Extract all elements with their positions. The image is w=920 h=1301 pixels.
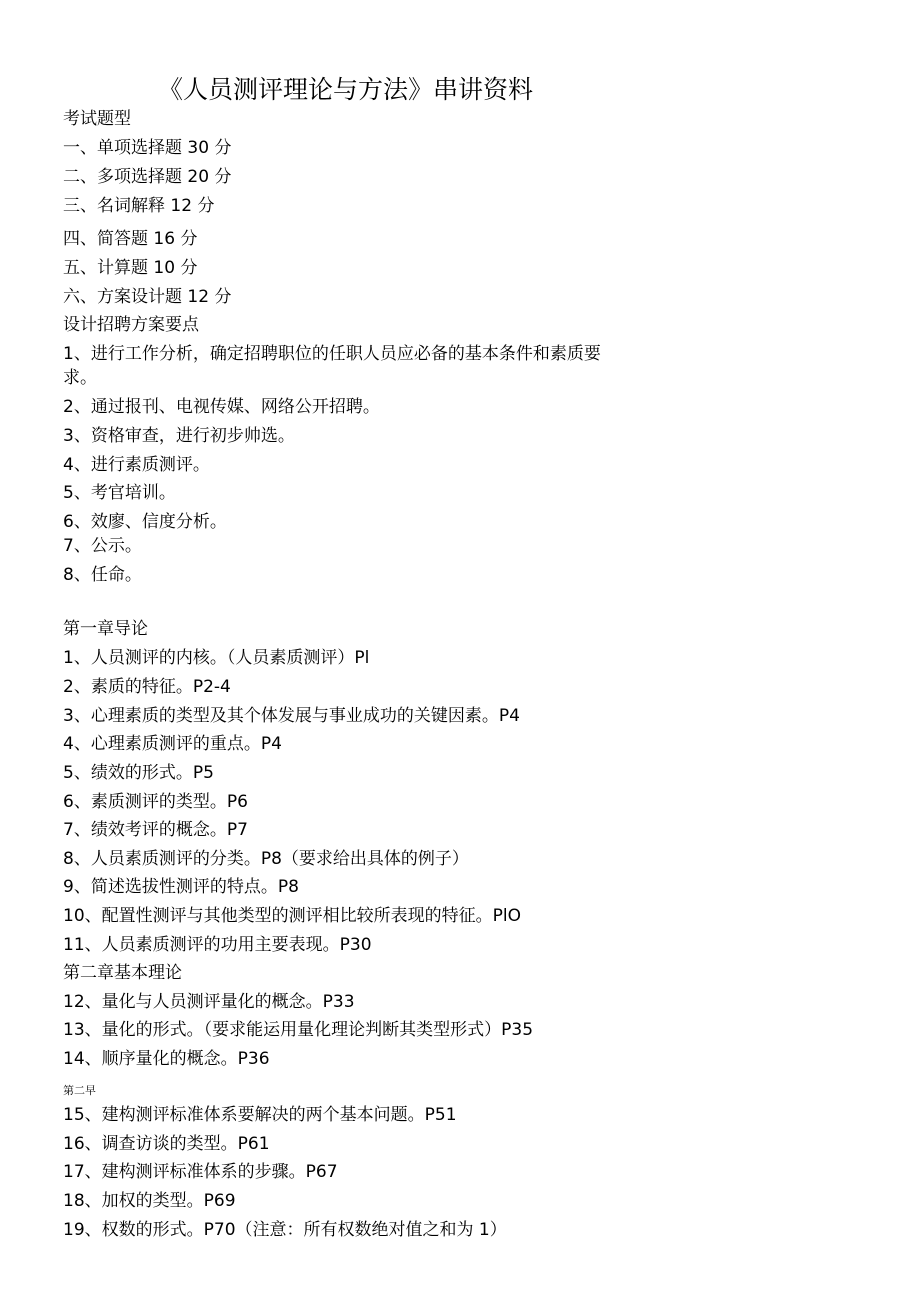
recruit-plan-item: 5、考官培训。 [63,483,176,503]
recruit-plan-item: 4、进行素质测评。 [63,455,210,475]
chapter1-item: 3、心理素质的类型及其个体发展与事业成功的关键因素。P4 [63,706,520,726]
recruit-plan-item: 2、通过报刊、电视传媒、网络公开招聘。 [63,397,380,417]
recruit-plan-item: 8、任命。 [63,565,142,585]
chapter2-item: 14、顺序量化的概念。P36 [63,1049,270,1069]
chapter1-item: 9、简述选拔性测评的特点。P8 [63,877,299,897]
chapter2-heading: 第二章基本理论 [63,963,182,983]
exam-type-item: 五、计算题 10 分 [63,258,198,278]
chapter1-item: 6、素质测评的类型。P6 [63,792,248,812]
exam-type-item: 二、多项选择题 20 分 [63,167,232,187]
chapter3-item: 19、权数的形式。P70（注意：所有权数绝对值之和为 1） [63,1220,507,1240]
recruit-plan-item: 6、效廖、信度分析。 [63,512,227,532]
chapter1-item: 8、人员素质测评的分类。P8（要求给出具体的例子） [63,849,469,869]
recruit-plan-item: 7、公示。 [63,536,142,556]
chapter3-item: 18、加权的类型。P69 [63,1191,236,1211]
chapter1-item: 7、绩效考评的概念。P7 [63,820,248,840]
exam-type-item: 三、名词解释 12 分 [63,196,215,216]
chapter1-item: 5、绩效的形式。P5 [63,763,214,783]
chapter2-item: 12、量化与人员测评量化的概念。P33 [63,992,355,1012]
chapter2-item: 13、量化的形式。（要求能运用量化理论判断其类型形式）P35 [63,1020,534,1040]
exam-type-item: 六、方案设计题 12 分 [63,287,232,307]
exam-type-item: 一、单项选择题 30 分 [63,138,232,158]
chapter3-item: 16、调查访谈的类型。P61 [63,1134,270,1154]
exam-type-item: 四、简答题 16 分 [63,229,198,249]
chapter1-item: 1、人员测评的内核。（人员素质测评）Pl [63,648,370,668]
exam-types-heading: 考试题型 [63,109,131,129]
chapter3-item: 17、建构测评标准体系的步骤。P67 [63,1162,338,1182]
chapter1-heading: 第一章导论 [63,619,148,639]
recruit-plan-item: 1、进行工作分析，确定招聘职位的任职人员应必备的基本条件和素质要 [63,344,601,364]
chapter1-item: 4、心理素质测评的重点。P4 [63,734,282,754]
chapter3-heading: 第二早 [63,1084,96,1097]
chapter3-item: 15、建构测评标准体系要解决的两个基本问题。P51 [63,1105,457,1125]
document-title: 《人员测评理论与方法》串讲资料 [158,75,534,104]
chapter1-item: 10、配置性测评与其他类型的测评相比较所表现的特征。PlO [63,906,521,926]
chapter1-item: 2、素质的特征。P2-4 [63,677,231,697]
chapter1-item: 11、人员素质测评的功用主要表现。P30 [63,935,372,955]
recruit-plan-heading: 设计招聘方案要点 [63,315,199,335]
recruit-plan-item-continuation: 求。 [63,368,97,388]
recruit-plan-item: 3、资格审查，进行初步帅选。 [63,426,295,446]
